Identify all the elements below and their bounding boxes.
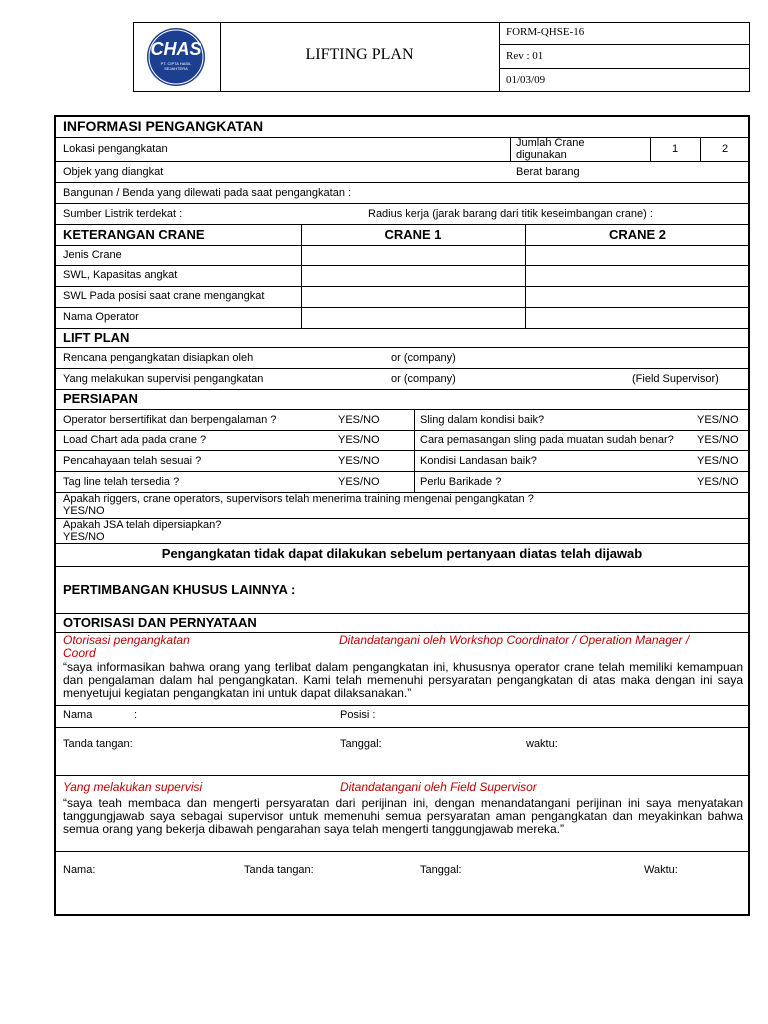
persiapan-q1-left-answer: YES/NO <box>338 414 380 426</box>
persiapan-q4-left: Tag line telah tersedia ? <box>63 476 180 488</box>
supervisi-waktu: Waktu: <box>644 864 678 876</box>
otorisasi-signed-by: Ditandatangani oleh Workshop Coordinator / Operation Manager / Coord <box>63 633 690 660</box>
section-heading-crane: KETERANGAN CRANE <box>63 227 205 242</box>
logo-subtitle: PT. CIPTA HASIL SEJAHTERA <box>160 61 192 71</box>
persiapan-q1-right: Sling dalam kondisi baik? <box>420 414 545 426</box>
label-field-supervisor: (Field Supervisor) <box>632 373 719 385</box>
section-heading-pertimbangan: PERTIMBANGAN KHUSUS LAINNYA : <box>63 582 296 597</box>
jsa-answer: YES/NO <box>63 531 105 543</box>
persiapan-q3-right: Kondisi Landasan baik? <box>420 455 537 467</box>
supervisi-tanda-tangan: Tanda tangan: <box>244 864 314 876</box>
company-logo <box>142 27 210 87</box>
training-question: Apakah riggers, crane operators, supervisors telah menerima training mengenai pengangkatan ? <box>63 493 534 505</box>
otorisasi-posisi-label: Posisi : <box>340 709 376 721</box>
otorisasi-label: Otorisasi pengangkatan <box>63 633 190 647</box>
crane-row-swl-posisi: SWL Pada posisi saat crane mengangkat <box>63 290 265 302</box>
label-radius: Radius kerja (jarak barang dari titik keseimbangan crane) : <box>368 208 653 220</box>
form-date: 01/03/09 <box>506 74 546 86</box>
crane-2-header: CRANE 2 <box>608 227 667 242</box>
label-lokasi: Lokasi pengangkatan <box>63 143 168 155</box>
training-answer: YES/NO <box>63 505 105 517</box>
label-bangunan: Bangunan / Benda yang dilewati pada saat pengangkatan : <box>63 187 352 199</box>
persiapan-q1-left: Operator bersertifikat dan berpengalaman ? <box>63 414 277 426</box>
otorisasi-tanggal: Tanggal: <box>340 738 382 750</box>
logo-text: CHAS <box>150 39 202 59</box>
persiapan-q2-right-answer: YES/NO <box>697 434 739 446</box>
persiapan-warning: Pengangkatan tidak dapat dilakukan sebelum pertanyaan diatas telah dijawab <box>161 546 643 561</box>
supervisi-nama: Nama: <box>63 864 96 876</box>
supervisi-tanggal: Tanggal: <box>420 864 462 876</box>
section-heading-persiapan: PERSIAPAN <box>63 391 138 406</box>
page-title: LIFTING PLAN <box>305 46 414 63</box>
label-or-company-1: or (company) <box>391 352 456 364</box>
crane-1-header: CRANE 1 <box>384 227 442 242</box>
persiapan-q3-left: Pencahayaan telah sesuai ? <box>63 455 202 467</box>
persiapan-q4-left-answer: YES/NO <box>338 476 380 488</box>
crane-row-swl: SWL, Kapasitas angkat <box>63 269 178 281</box>
label-berat: Berat barang <box>516 166 580 178</box>
label-rencana: Rencana pengangkatan disiapkan oleh <box>63 352 254 364</box>
label-or-company-2: or (company) <box>391 373 456 385</box>
persiapan-q1-right-answer: YES/NO <box>697 414 739 426</box>
revision: Rev : 01 <box>506 50 544 62</box>
crane-row-jenis: Jenis Crane <box>63 249 122 261</box>
jsa-question: Apakah JSA telah dipersiapkan? <box>63 519 222 531</box>
persiapan-q2-right: Cara pemasangan sling pada muatan sudah benar? <box>420 434 674 446</box>
label-jumlah-crane: Jumlah Crane digunakan <box>516 137 585 161</box>
label-sumber-listrik: Sumber Listrik terdekat : <box>63 208 183 220</box>
persiapan-q3-right-answer: YES/NO <box>697 455 739 467</box>
label-supervisi: Yang melakukan supervisi pengangkatan <box>63 373 264 385</box>
otorisasi-nama-colon: : <box>134 709 138 721</box>
crane-row-operator: Nama Operator <box>63 311 139 323</box>
form-number: FORM-QHSE-16 <box>506 26 585 38</box>
otorisasi-nama-label: Nama <box>63 709 93 721</box>
section-heading-informasi: INFORMASI PENGANGKATAN <box>63 118 264 134</box>
supervisi-statement: “saya teah membaca dan mengerti persyaratan dari perijinan ini, dengan menandatangani perijinan ini saya menyatakan tanggungjawab saya sebagai supervisor untuk memenuhi semua persyaratan aman pengangkatan dan meyakinkan bahwa semua orang yang bekerja dibawah pengarahan saya telah mengerti tanggungjawab mereka.” <box>63 796 743 836</box>
supervisi-label: Yang melakukan supervisi <box>63 780 203 794</box>
otorisasi-tanda-tangan: Tanda tangan: <box>63 738 133 750</box>
persiapan-q2-left-answer: YES/NO <box>338 434 380 446</box>
section-heading-lift-plan: LIFT PLAN <box>63 330 130 345</box>
section-heading-otorisasi: OTORISASI DAN PERNYATAAN <box>63 615 257 630</box>
otorisasi-waktu: waktu: <box>526 738 558 750</box>
value-crane-1: 1 <box>671 143 679 155</box>
persiapan-q4-right-answer: YES/NO <box>697 476 739 488</box>
otorisasi-statement: “saya informasikan bahwa orang yang terlibat dalam pengangkatan ini, khususnya operator crane telah memiliki kemampuan dan pengalaman dalam hal pengangkatan. Kami telah memenuhi persyaratan pengangkatan di atas maka dengan ini saya menyetujui kegiatan pengangkatan ini untuk dapat dilaksanakan.” <box>63 660 743 700</box>
persiapan-q2-left: Load Chart ada pada crane ? <box>63 434 207 446</box>
value-crane-2: 2 <box>721 143 729 155</box>
label-objek: Objek yang diangkat <box>63 166 164 178</box>
persiapan-q3-left-answer: YES/NO <box>338 455 380 467</box>
supervisi-signed-by: Ditandatangani oleh Field Supervisor <box>340 780 537 794</box>
persiapan-q4-right: Perlu Barikade ? <box>420 476 502 488</box>
